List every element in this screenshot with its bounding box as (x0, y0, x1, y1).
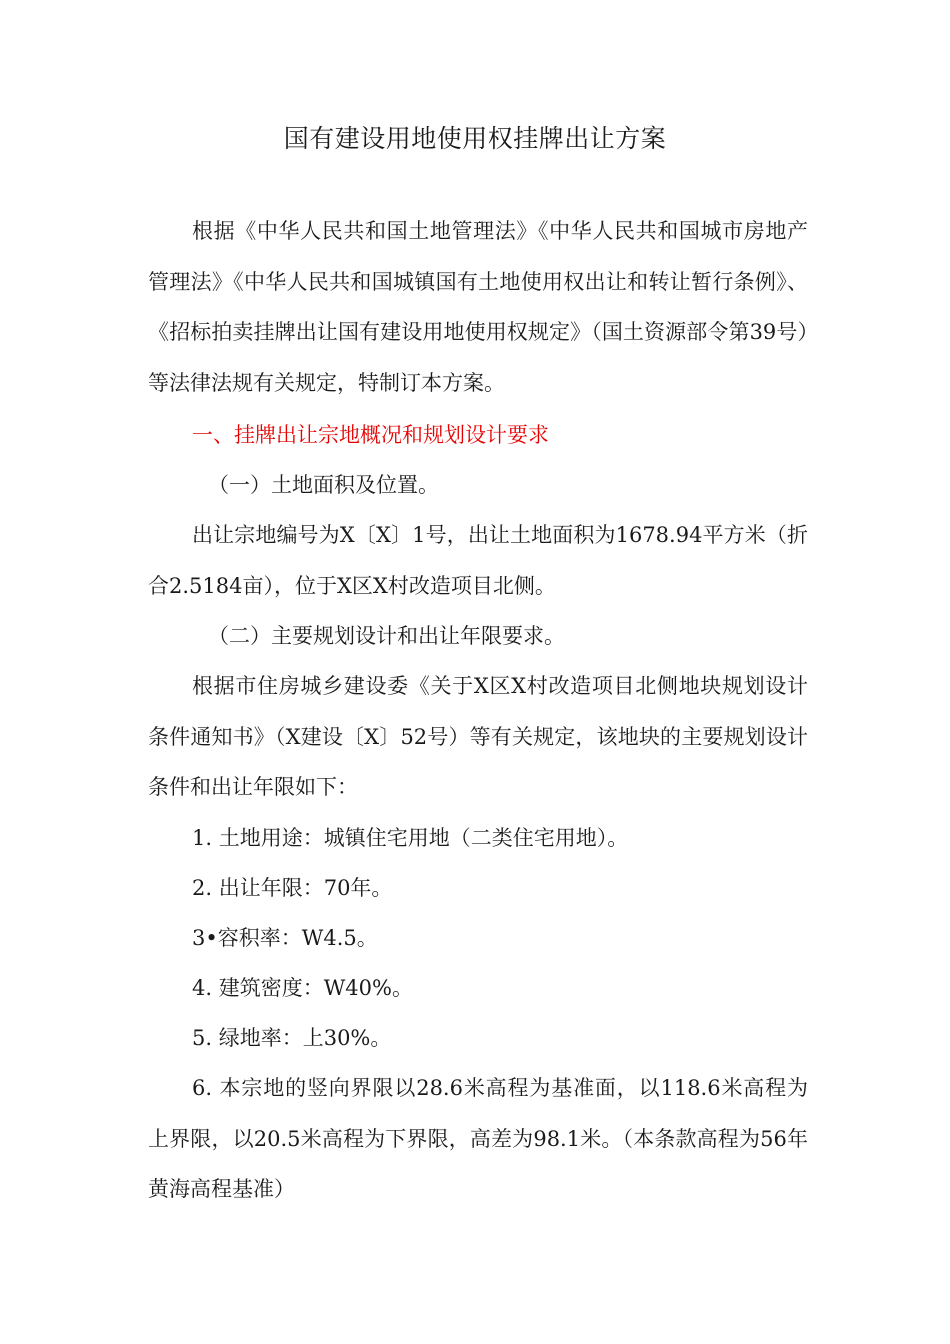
list-item-4: 4. 建筑密度：W40%。 (192, 976, 413, 1000)
subsection-body-2: 根据市住房城乡建设委《关于X区X村改造项目北侧地块规划设计条件通知书》（X建设〔X〕52号）等有关规定，该地块的主要规划设计条件和出让年限如下： (148, 674, 808, 799)
list-item-1: 1. 土地用途：城镇住宅用地（二类住宅用地）。 (192, 826, 629, 850)
subsection-body-1: 出让宗地编号为X〔X〕1号，出让土地面积为1678.94平方米（折合2.5184亩），位于X区X村改造项目北侧。 (148, 523, 808, 598)
document-title: 国有建设用地使用权挂牌出让方案 (283, 124, 667, 153)
subsection-heading-1: （一）土地面积及位置。 (208, 473, 439, 497)
list-item-6: 6. 本宗地的竖向界限以28.6米高程为基准面，以118.6米高程为上界限，以20.5米高程为下界限，高差为98.1米。（本条款高程为56年黄海高程基准） (148, 1076, 808, 1201)
subsection-heading-2: （二）主要规划设计和出让年限要求。 (208, 624, 565, 648)
intro-paragraph: 根据《中华人民共和国土地管理法》《中华人民共和国城市房地产管理法》《中华人民共和国城镇国有土地使用权出让和转让暂行条例》、《招标拍卖挂牌出让国有建设用地使用权规定》（国土资源部令第39号）等法律法规有关规定，特制订本方案。 (148, 219, 808, 395)
list-item-5: 5. 绿地率：上30%。 (192, 1026, 392, 1050)
list-item-2: 2. 出让年限：70年。 (192, 876, 393, 900)
list-item-3: 3•容积率：W4.5。 (192, 926, 378, 950)
section-heading: 一、挂牌出让宗地概况和规划设计要求 (192, 423, 549, 447)
